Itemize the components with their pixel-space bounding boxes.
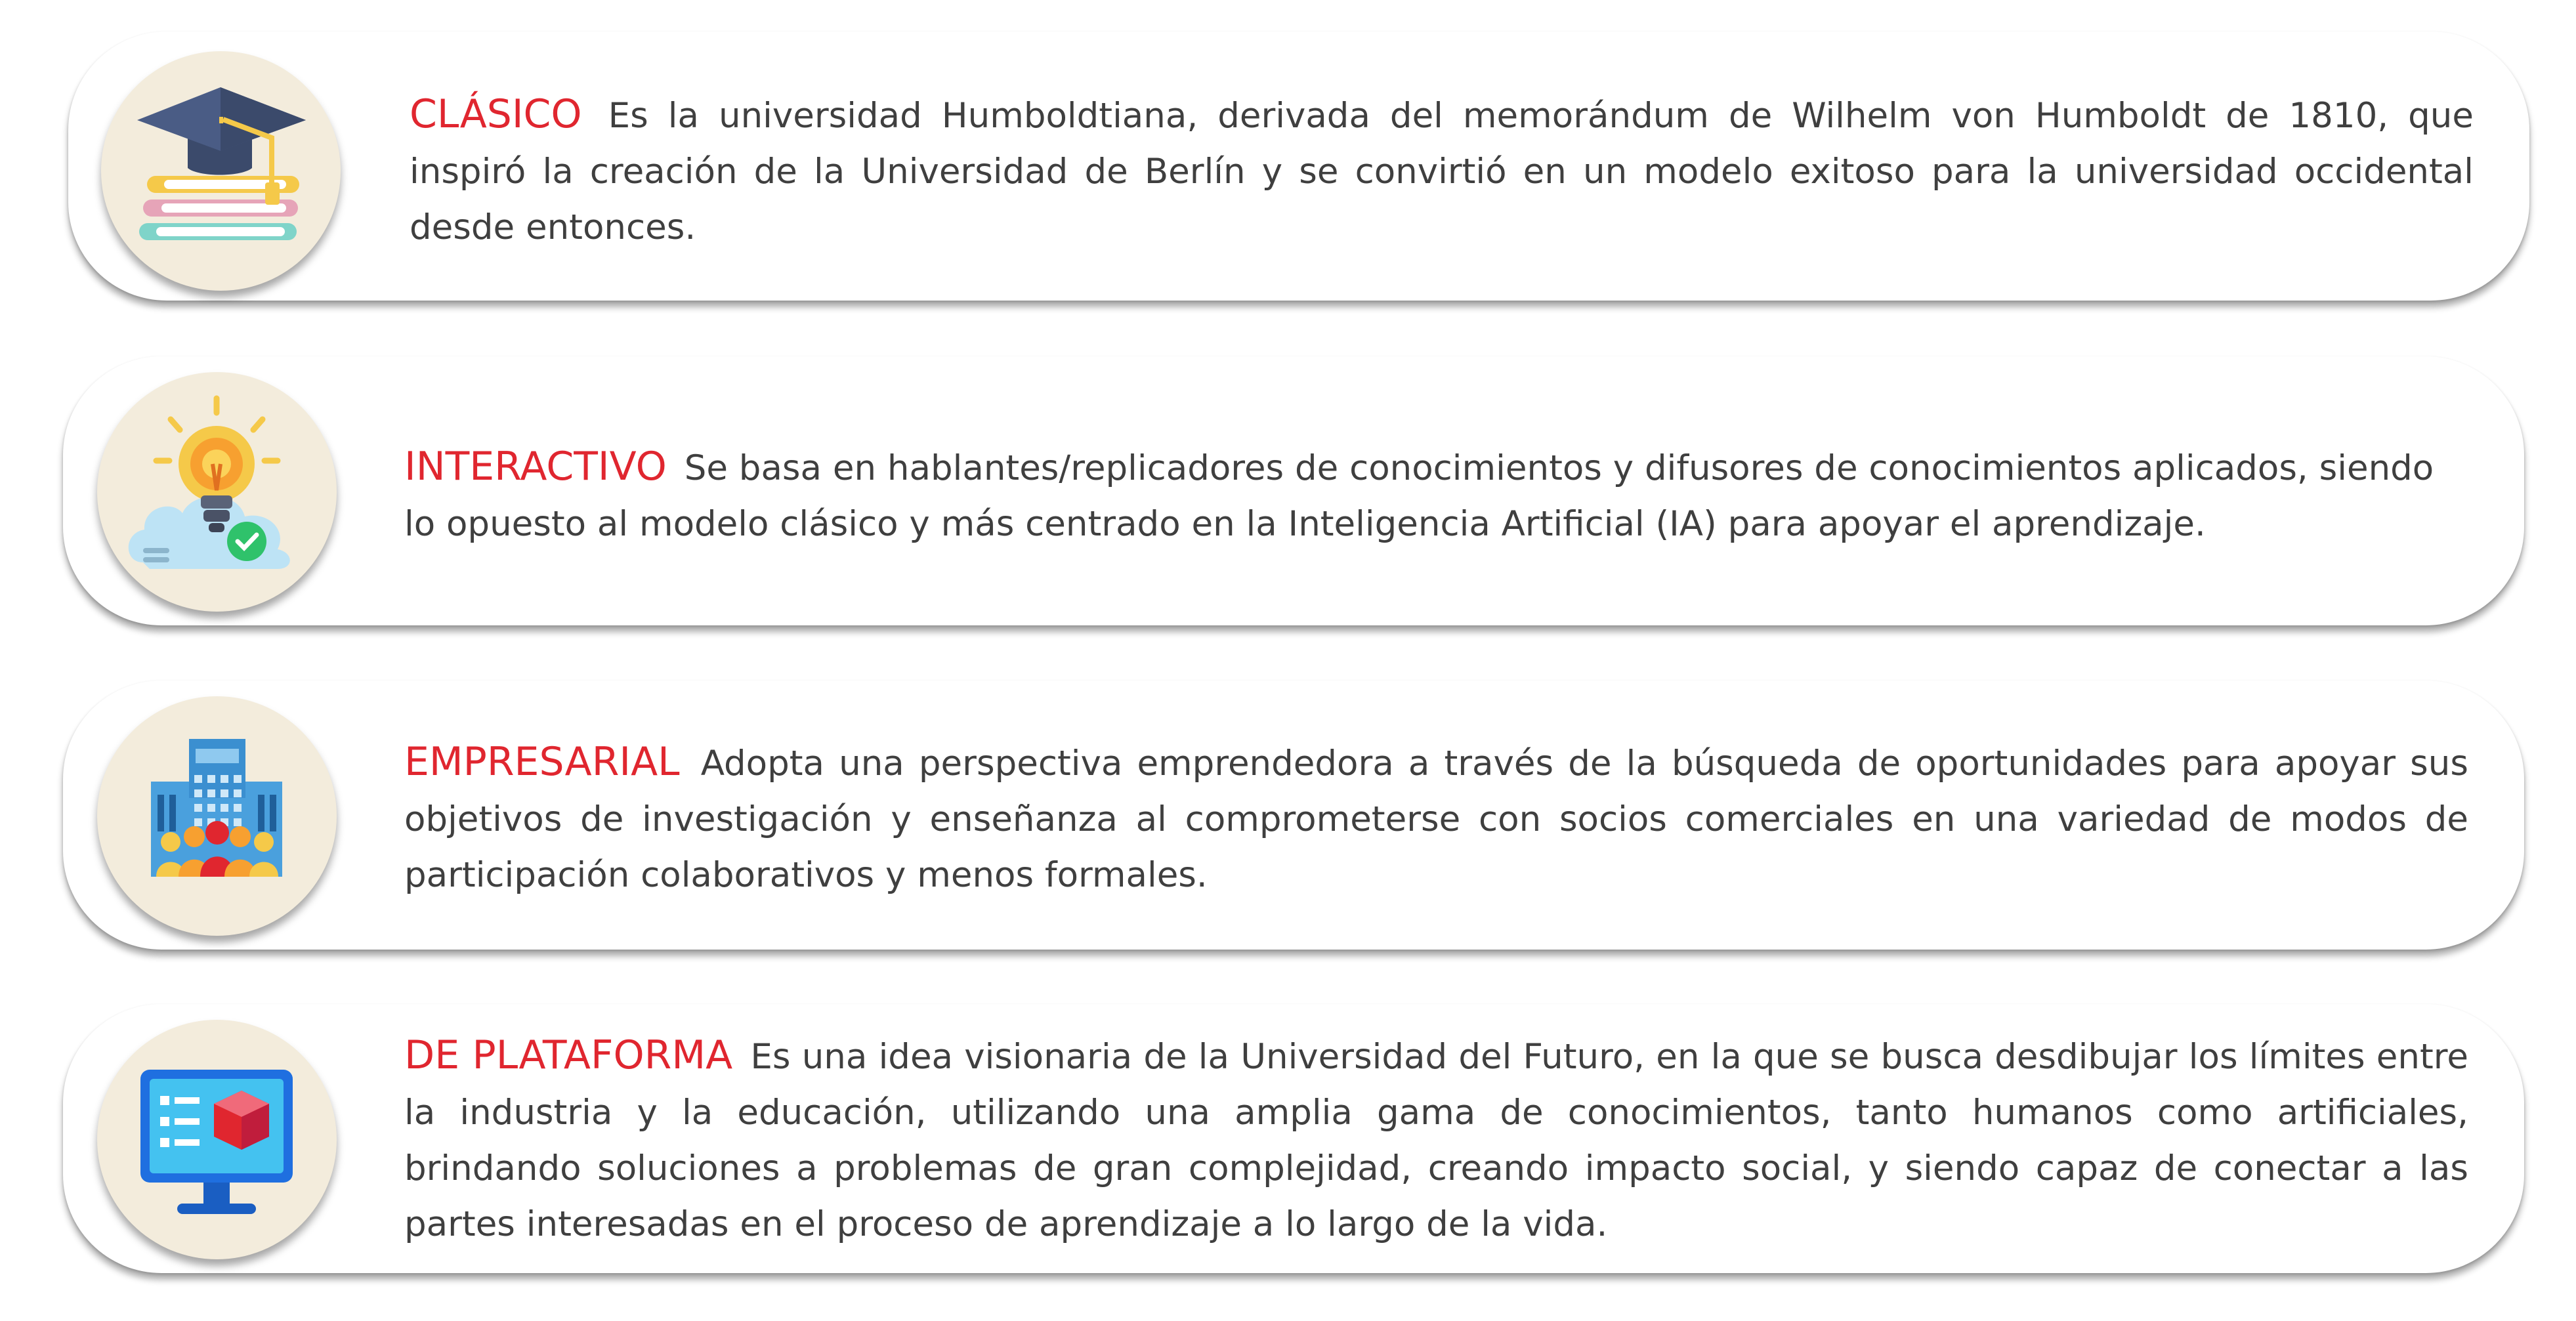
model-label: CLÁSICO <box>410 91 582 137</box>
model-text: Es una idea visionaria de la Universidad del Futuro, en la que se busca desdibujar los límites entre la industria y la educación, utilizando una amplia gama de conocimientos, tanto humanos como artificiales, brindando soluciones a problemas de gran complejidad, creando impacto social, y siendo capaz de conectar a las partes interesadas en el proceso de aprendizaje a lo largo de la vida. <box>404 1037 2468 1244</box>
model-label: DE PLATAFORMA <box>404 1032 733 1078</box>
graduation-cap-books-icon <box>101 51 341 291</box>
office-building-people-icon <box>97 696 337 936</box>
model-text: Se basa en hablantes/replicadores de conocimientos y difusores de conocimientos aplicados, siendo lo opuesto al modelo clásico y más centrado en la Inteligencia Artificial (IA) para apoyar el aprendizaje. <box>404 448 2434 544</box>
model-card-clasico <box>68 31 2529 301</box>
model-card-de-plataforma <box>63 1004 2524 1273</box>
model-description <box>410 87 2474 255</box>
model-card-empresarial <box>63 681 2524 950</box>
model-text: Es la universidad Humboldtiana, derivada del memorándum de Wilhelm von Humboldt de 1810, que inspiró la creación de la Universidad de Berlín y se convirtió en un modelo exitoso para la universidad occidental desde entonces. <box>410 96 2474 247</box>
model-label: INTERACTIVO <box>404 444 667 490</box>
model-text: Adopta una perspectiva emprendedora a través de la búsqueda de oportunidades para apoyar sus objetivos de investigación y enseñanza al comprometerse con socios comerciales en una variedad de modos de participación colaborativos y menos formales. <box>404 744 2468 895</box>
model-description <box>404 734 2468 903</box>
model-description <box>404 1028 2468 1252</box>
model-label: EMPRESARIAL <box>404 739 680 785</box>
model-description <box>404 439 2468 552</box>
model-card-interactivo <box>63 356 2524 625</box>
lightbulb-cloud-icon <box>97 372 337 612</box>
computer-monitor-icon <box>97 1020 337 1259</box>
